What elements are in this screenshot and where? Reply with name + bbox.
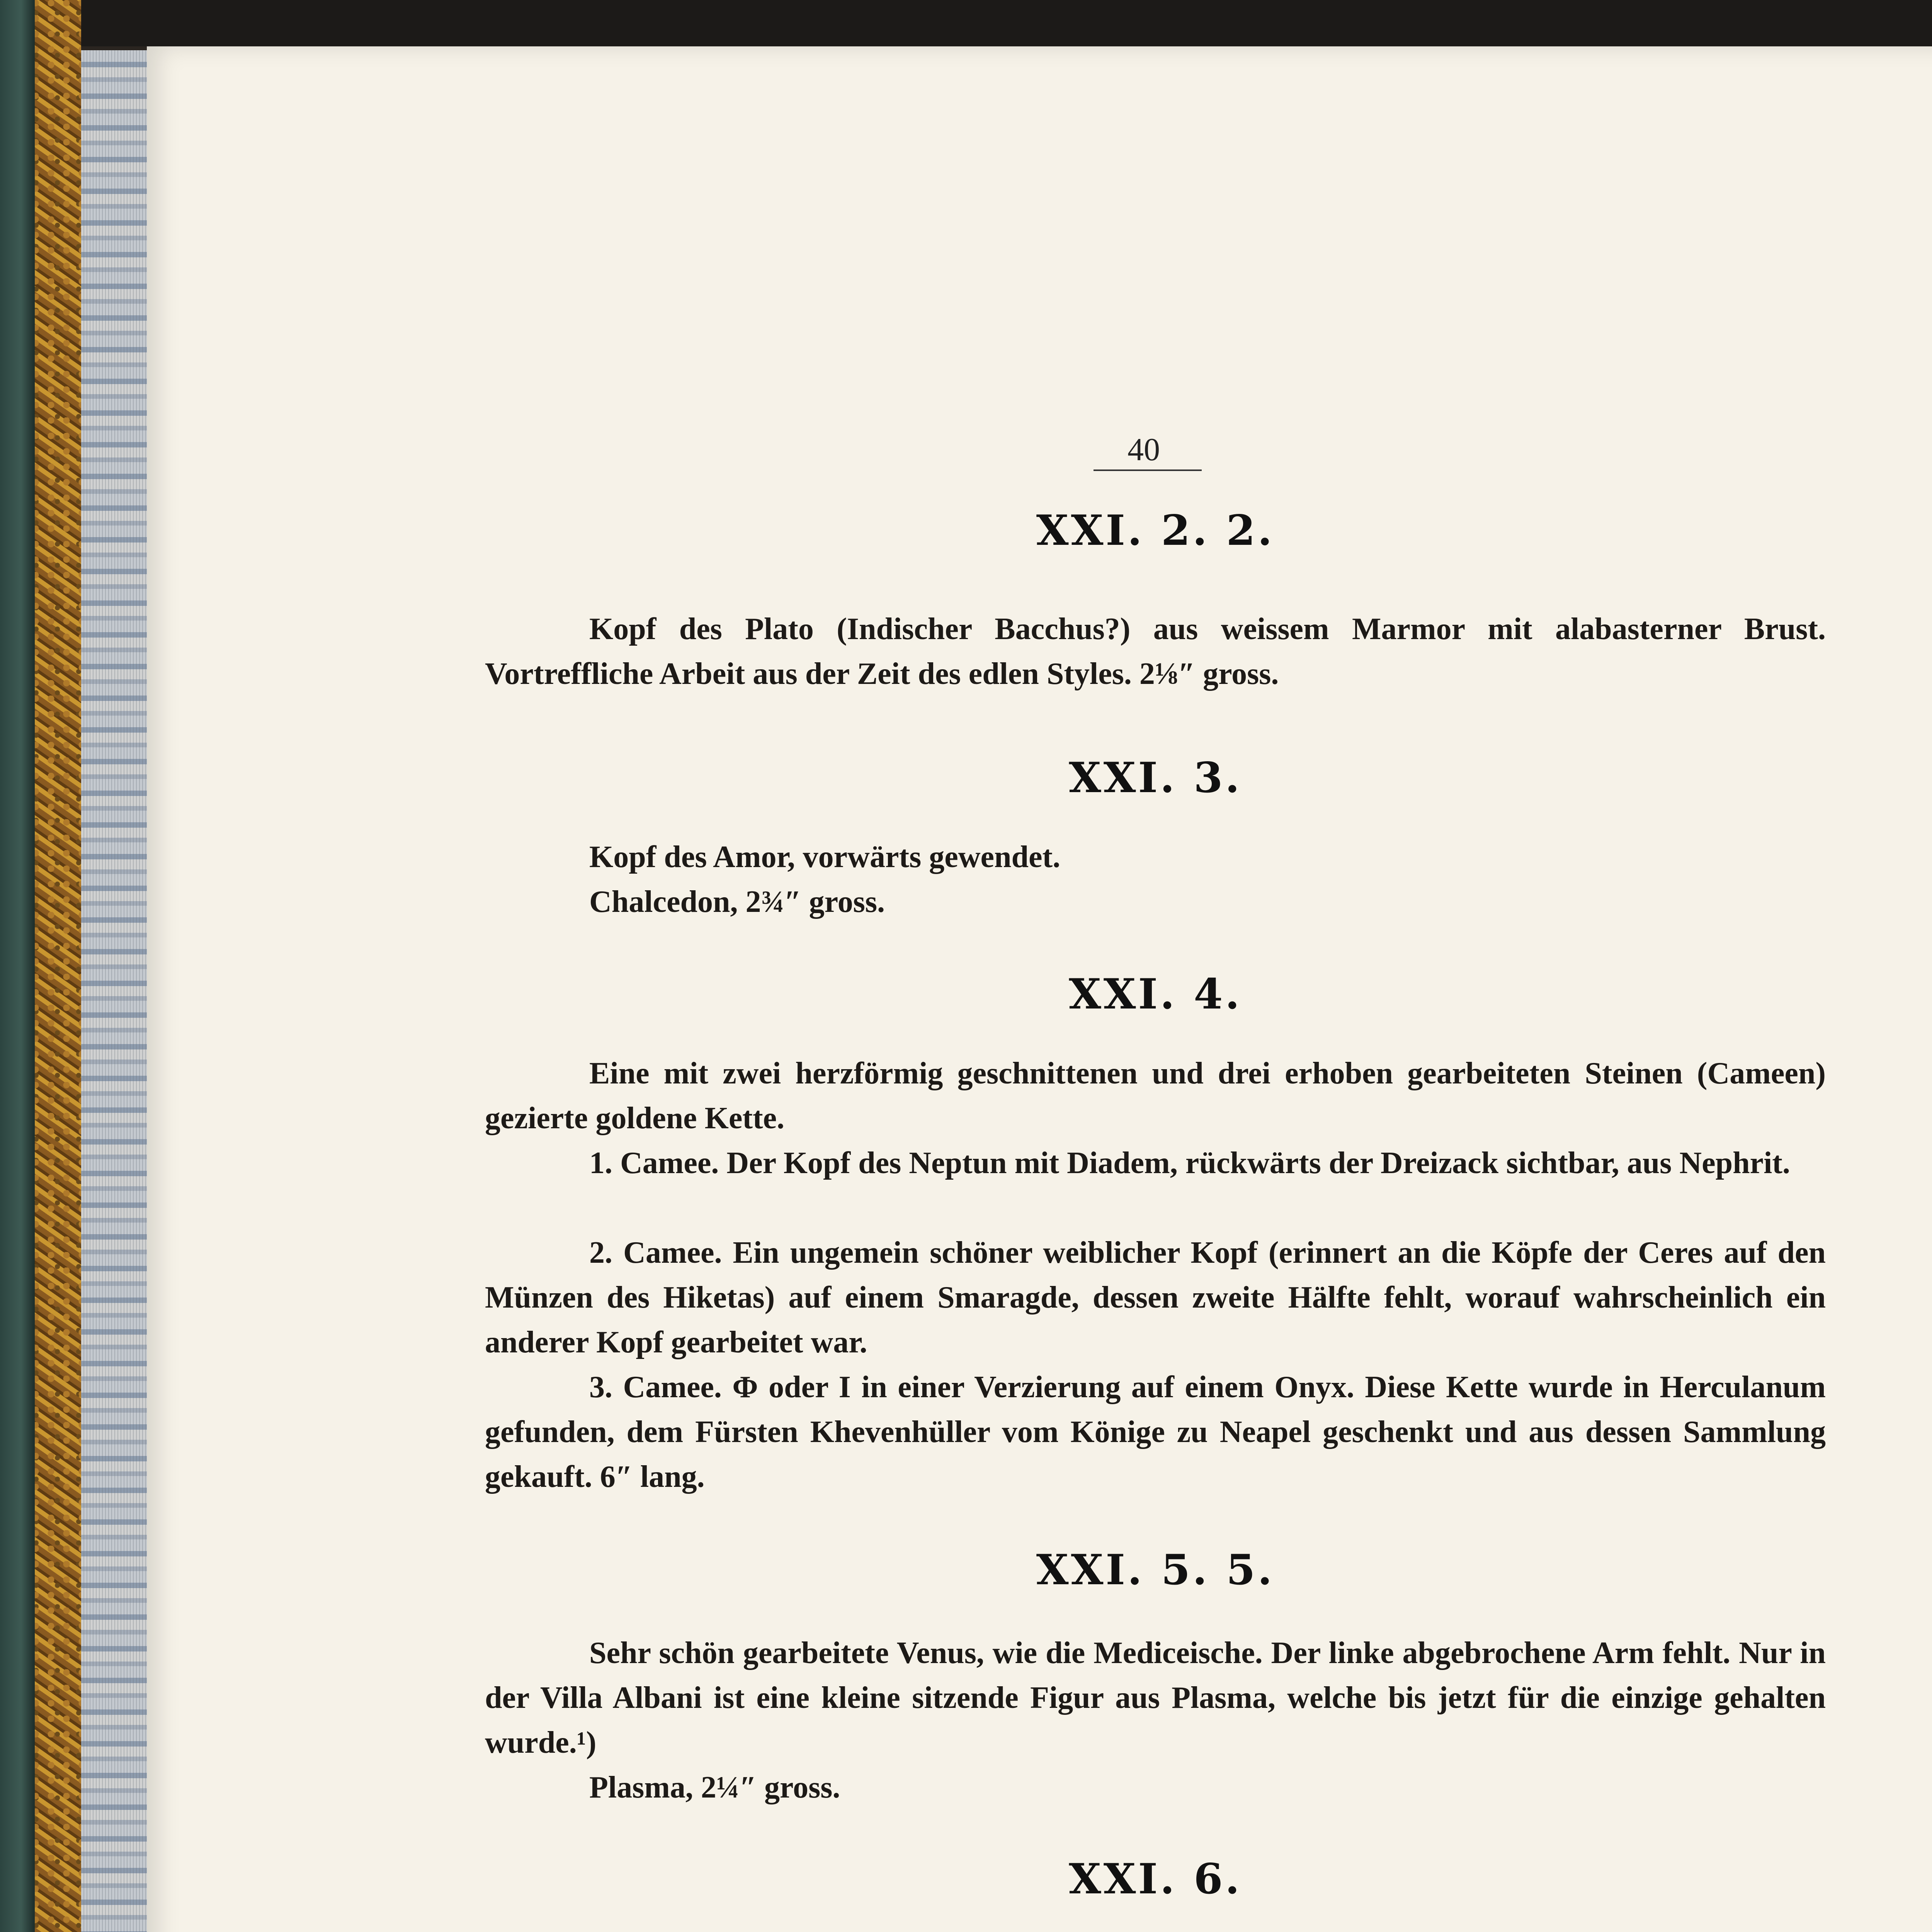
paragraph: Chalcedon, 2¾″ gross. [589, 885, 885, 919]
page-number: 40 [1128, 432, 1160, 468]
paragraph: Kopf des Amor, vorwärts gewendet. [589, 840, 1061, 874]
paragraph: Plasma, 2¼″ gross. [589, 1770, 840, 1804]
paragraph: 3. Camee. Φ oder Ι in einer Verzierung auf einem Onyx. Diese Kette wurde in Herculanum gefunden, dem Fürsten Khevenhüller vom Könige zu Neapel geschenkt und aus dessen Sammlung gekauft. 6″ lang. [485, 1370, 1826, 1494]
section-heading: XXI. 3. [1068, 753, 1242, 802]
section-heading: XXI. 6. [1068, 1855, 1242, 1903]
paragraph: Kopf des Plato (Indischer Bacchus?) aus weissem Marmor mit alabasterner Brust. Vortreffliche Arbeit aus der Zeit des edlen Styles. 2⅛″ gross. [485, 612, 1826, 691]
paragraph: Eine mit zwei herzförmig geschnittenen und drei erhoben gearbeiteten Steinen (Cameen) gezierte goldene Kette. [485, 1056, 1826, 1135]
book-spine-cloth [0, 0, 35, 1932]
paragraph: Sehr schön gearbeitete Venus, wie die Mediceische. Der linke abgebrochene Arm fehlt. Nur in der Villa Albani ist eine kleine sitzende Figur aus Plasma, welche bis jetzt für die einzige gehalten wurde.¹) [485, 1636, 1826, 1760]
scan-top-border [0, 0, 1932, 46]
paragraph: 2. Camee. Ein ungemein schöner weiblicher Kopf (erinnert an die Köpfe der Ceres auf den Münzen des Hiketas) auf einem Smaragde, dessen zweite Hälfte fehlt, worauf wahrscheinlich ein anderer Kopf gearbeitet war. [485, 1236, 1826, 1359]
section-heading: XXI. 4. [1068, 970, 1242, 1019]
page-number-rule [1094, 469, 1202, 471]
paragraph: 1. Camee. Der Kopf des Neptun mit Diadem, rückwärts der Dreizack sichtbar, aus Nephrit. [589, 1146, 1790, 1180]
section-heading: XXI. 5. 5. [1036, 1546, 1275, 1594]
section-heading: XXI. 2. 2. [1036, 506, 1275, 555]
